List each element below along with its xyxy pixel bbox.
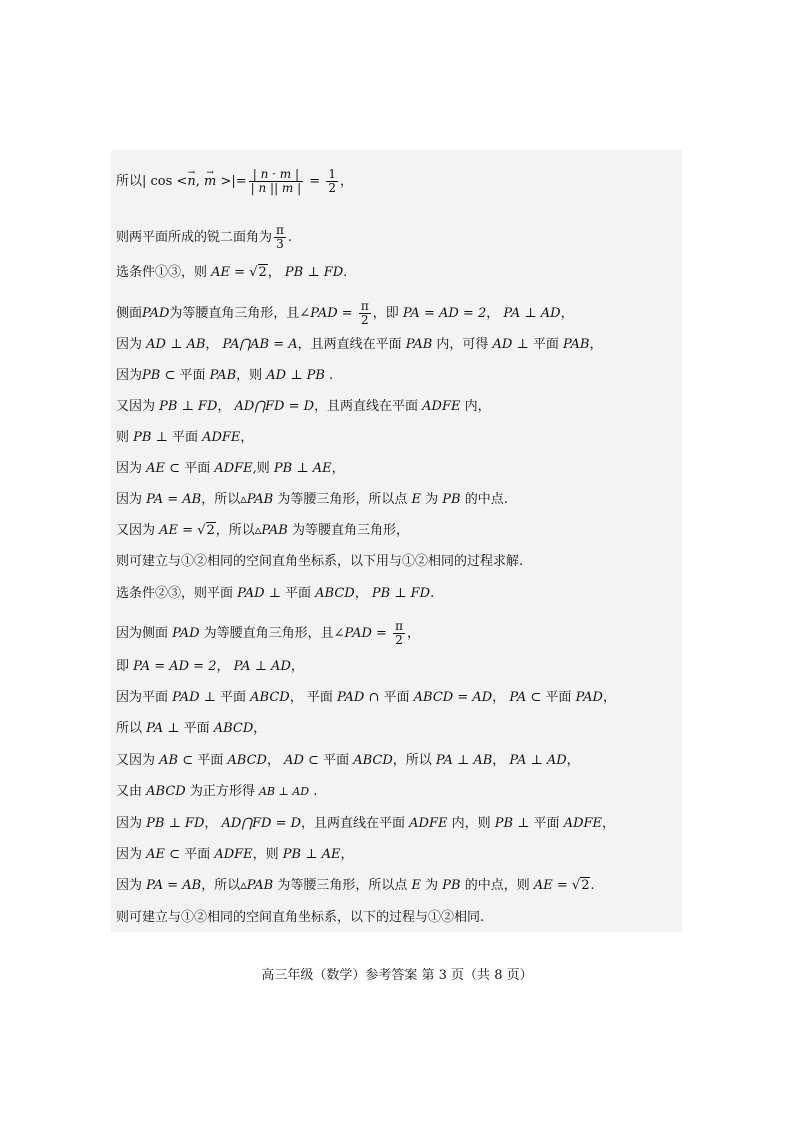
text: ， [492, 690, 510, 705]
math: AE [146, 847, 166, 862]
text: . [590, 878, 595, 893]
line-10 [116, 491, 508, 509]
text: ， [589, 337, 603, 352]
text: 内， [460, 399, 491, 414]
math: ▵PAB [240, 878, 274, 893]
text: ，所以 [392, 753, 436, 768]
text: ，且两直线在平面 [297, 337, 406, 352]
radicand: 2 [581, 878, 590, 893]
numerator: π [395, 619, 403, 633]
text: 选条件②③，则平面 [116, 586, 238, 601]
text: 选条件①③，则 [116, 265, 212, 280]
line-2 [116, 224, 292, 251]
line-16 [116, 689, 616, 707]
text: 因为 [116, 461, 147, 476]
text: 所以 [116, 174, 143, 189]
math: ADFE [202, 430, 241, 445]
numerator: | n · m | [249, 168, 304, 182]
sqrt: √2 [197, 523, 215, 538]
text: ， [240, 430, 254, 445]
text: ⊥ 平面 [199, 690, 251, 705]
numerator: π [276, 223, 284, 237]
math: PAD [172, 626, 200, 641]
text: 侧面 [116, 306, 143, 321]
text: = [552, 878, 572, 893]
text: ， [331, 461, 345, 476]
text: 内，可得 [432, 337, 493, 352]
math: ABCD [315, 586, 355, 601]
math: AD [284, 753, 304, 768]
math: PA⋂AB = A [222, 337, 298, 352]
text: 又因为 [116, 523, 160, 538]
radicand: 2 [206, 523, 215, 538]
text: ∩ 平面 [364, 690, 414, 705]
math: AE [533, 878, 553, 893]
text: ， [339, 174, 353, 189]
text: 为等腰直角三角形，且 [169, 306, 300, 321]
text: 为 [421, 878, 443, 893]
text: 的中点，则 [460, 878, 534, 893]
line-12 [116, 553, 523, 571]
math: AB [159, 753, 179, 768]
math: ABCD [146, 784, 186, 799]
math: PB ⊥ FD [371, 586, 431, 601]
text: 因为 [116, 368, 143, 383]
text: ⊂ 平面 [165, 461, 215, 476]
math: PA = AD = 2 [133, 659, 217, 674]
text: ⊂ 平面 [160, 368, 210, 383]
text: 的中点. [460, 492, 508, 507]
text: ， [253, 721, 267, 736]
math: PA ⊥ AD [233, 659, 291, 674]
half-fraction [326, 168, 338, 195]
math: AE [146, 461, 166, 476]
text: . [430, 586, 435, 601]
math: PA ⊥ AD [503, 306, 561, 321]
denominator: 3 [276, 237, 284, 251]
text: ， [602, 690, 616, 705]
text: 因为 [116, 337, 147, 352]
line-8 [116, 429, 253, 447]
text: ，则 [236, 368, 267, 383]
text: ，则 [252, 847, 283, 862]
text: ， [204, 816, 222, 831]
text: , [195, 174, 204, 189]
math: PA ⊥ AB [435, 753, 493, 768]
text: ， [354, 586, 372, 601]
math: PB [133, 430, 152, 445]
line-6 [116, 367, 333, 385]
text: 为 [421, 492, 443, 507]
text: ⊂ 平面 [165, 847, 215, 862]
text: ，所以 [215, 523, 255, 538]
math: ADFE [422, 399, 461, 414]
text: ⊥ 平面 [513, 816, 564, 831]
text: = [230, 265, 250, 280]
text: 因为 [116, 492, 147, 507]
text: . [287, 230, 293, 245]
text: 则可建立与①②相同的空间直角坐标系，以下用与①②相同的过程求解. [116, 554, 524, 569]
math: ▵PAB [254, 523, 288, 538]
line-22 [116, 877, 595, 895]
math: PA = AD = 2 [402, 306, 487, 321]
math: ∠PAD [299, 306, 338, 321]
pi-half-fraction [393, 620, 405, 647]
text: = [305, 174, 325, 189]
line-21 [116, 846, 353, 864]
denominator: | n || m | [250, 181, 302, 195]
sqrt: √2 [571, 878, 590, 893]
math: PAB [209, 368, 237, 383]
text: ， [406, 626, 420, 641]
math: PAD [575, 690, 603, 705]
vector-m: → m [204, 173, 216, 191]
text: 又由 [116, 784, 147, 799]
text: | cos < [142, 174, 188, 189]
text: ⊥ 平面 [151, 430, 203, 445]
text: 因为侧面 [116, 626, 173, 641]
text: 因为平面 [116, 690, 173, 705]
text: ⊥ 平面 [163, 721, 214, 736]
line-17 [116, 720, 266, 738]
math: PB [142, 368, 161, 383]
math: PB ⊥ AE [273, 461, 332, 476]
text: ， [205, 337, 223, 352]
text: ， [340, 847, 354, 862]
numerator: 1 [328, 167, 336, 181]
text: ，即 [372, 306, 403, 321]
text: ，且两直线在平面 [314, 399, 423, 414]
math: PB ⊥ FD [284, 265, 344, 280]
math: ADFE, [214, 461, 257, 476]
math: ▵PAB [240, 492, 274, 507]
math: ADFE [409, 816, 448, 831]
page-footer: 高三年级（数学）参考答案 第 3 页（共 8 页） [261, 968, 533, 983]
line-1 [116, 168, 353, 195]
text: ⊂ 平面 [303, 753, 354, 768]
math: PB [442, 878, 461, 893]
math: PB ⊥ AE [282, 847, 341, 862]
math: PAD [336, 690, 365, 705]
text: ， [216, 659, 234, 674]
math: ABCD = AD [413, 690, 493, 705]
radicand: 2 [258, 265, 267, 280]
line-7 [116, 398, 491, 416]
text: 则可建立与①②相同的空间直角坐标系，以下的过程与①②相同. [116, 910, 485, 925]
math: ∠PAD [333, 626, 372, 641]
math: AB ⊥ AD [258, 785, 310, 798]
line-4 [116, 300, 574, 327]
text: ， [492, 753, 510, 768]
text: 所以 [116, 721, 147, 736]
math: PB [494, 816, 514, 831]
text: 为等腰直角三角形， [287, 523, 409, 538]
text: ，所以 [201, 878, 241, 893]
text: ， [267, 265, 285, 280]
line-11 [116, 522, 409, 540]
math: AD ⊥ PB [266, 368, 325, 383]
text: ⊂ 平面 [526, 690, 576, 705]
math: PAB [562, 337, 590, 352]
text: ， [290, 659, 304, 674]
math: PB ⊥ FD [146, 816, 205, 831]
pi-third-fraction [274, 224, 286, 251]
line-15 [116, 658, 304, 676]
math: ADFE [214, 847, 253, 862]
line-3 [116, 264, 347, 282]
text: ， 平面 [289, 690, 337, 705]
math: PB ⊥ FD [159, 399, 218, 414]
numerator: π [360, 299, 369, 313]
text: ⊂ 平面 [178, 753, 228, 768]
line-9 [116, 460, 345, 478]
text: 内，则 [447, 816, 495, 831]
text: 为等腰三角形，所以点 [273, 492, 412, 507]
math: PA = AB [146, 878, 202, 893]
math: AD [492, 337, 513, 352]
math: AD⋂FD = D [221, 816, 302, 831]
math: PAD [142, 306, 170, 321]
math: ABCD [227, 753, 267, 768]
text: = [371, 626, 392, 641]
math: PA ⊥ AD [509, 753, 567, 768]
line-5 [116, 336, 602, 354]
text: 则 [116, 430, 134, 445]
text: ， [486, 306, 504, 321]
line-19 [116, 783, 317, 801]
line-14 [116, 620, 420, 647]
math: ABCD [250, 690, 290, 705]
text: 为等腰直角三角形，且 [199, 626, 334, 641]
math: AD ⊥ AB [146, 337, 206, 352]
math: ABCD [353, 753, 393, 768]
text: ， [602, 816, 616, 831]
math: PA = AB [146, 492, 202, 507]
text: . [324, 368, 334, 383]
line-13 [116, 585, 434, 603]
text: ， [217, 399, 235, 414]
text: ， [566, 753, 580, 768]
denominator: 2 [395, 633, 403, 647]
math: AE [159, 523, 179, 538]
math: PAD [237, 586, 265, 601]
text: . [343, 265, 348, 280]
text: ， [266, 753, 285, 768]
denominator: 2 [328, 181, 336, 195]
text: 因为 [116, 847, 147, 862]
math: PAD [172, 690, 200, 705]
sqrt: √2 [249, 265, 267, 280]
text: = [337, 306, 357, 321]
math: PA [509, 690, 527, 705]
cos-fraction [249, 168, 304, 195]
line-23 [116, 909, 484, 927]
math: ABCD [213, 721, 254, 736]
math: E [411, 878, 421, 893]
math: ADFE [563, 816, 603, 831]
text: ， [560, 306, 574, 321]
math: PAB [405, 337, 433, 352]
line-18 [116, 752, 580, 770]
text: >|= [216, 174, 247, 189]
math: PA [146, 721, 164, 736]
denominator: 2 [360, 313, 369, 327]
math: E [411, 492, 421, 507]
math: AD⋂FD = D [234, 399, 315, 414]
text: 则两平面所成的锐二面角为 [116, 230, 273, 245]
text: 又因为 [116, 753, 160, 768]
text: 因为 [116, 816, 147, 831]
pi-half-fraction [359, 300, 371, 327]
text: 因为 [116, 878, 147, 893]
text: ⊥ 平面 [512, 337, 563, 352]
text: 即 [116, 659, 134, 674]
line-20 [116, 815, 615, 833]
text: 为正方形得 [185, 784, 259, 799]
text: . [309, 784, 318, 799]
text: 又因为 [116, 399, 160, 414]
text: ⊥ 平面 [264, 586, 316, 601]
text: = [178, 523, 198, 538]
vector-n: → n [187, 173, 195, 191]
math: PB [442, 492, 461, 507]
text: ，所以 [201, 492, 241, 507]
math: AE [211, 265, 231, 280]
text: ，且两直线在平面 [301, 816, 410, 831]
text: 为等腰三角形，所以点 [273, 878, 412, 893]
text: 则 [256, 461, 274, 476]
